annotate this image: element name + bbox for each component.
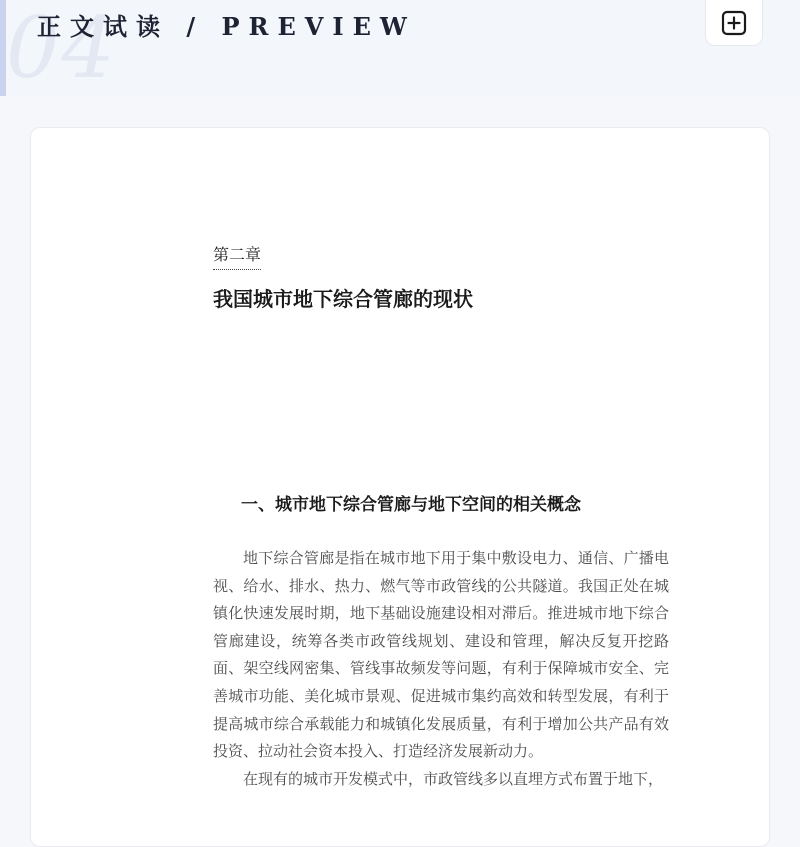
add-button[interactable] [705,0,763,46]
section-heading: 一、城市地下综合管廊与地下空间的相关概念 [241,495,581,515]
chapter-title: 我国城市地下综合管廊的现状 [213,287,473,311]
chapter-label: 第二章 [213,243,261,270]
plus-square-icon [721,10,747,36]
section-title: 正文试读 / PREVIEW [37,12,416,41]
paragraph: 在现有的城市开发模式中，市政管线多以直埋方式布置于地下， [243,769,664,788]
preview-page-card [30,127,770,847]
body-text [213,545,669,793]
paragraph: 地下综合管廊是指在城市地下用于集中敷设电力、通信、广播电视、给水、排水、热力、燃气等市政管线的公共隧道。我国正处在城镇化快速发展时期，地下基础设施建设相对滞后。推进城市地下综合管廊建设，统筹各类市政管线规划、建设和管理，解决反复开挖路面、架空线网密集、管线事故频发等问题，有利于保障城市安全、完善城市功能、美化城市景观、促进城市集约高效和转型发展，有利于提高城市综合承载能力和城镇化发展质量，有利于增加公共产品有效投资、拉动社会资本投入、打造经济发展新动力。 [213,549,669,761]
preview-header [0,0,800,97]
section-number: 04 [6,0,117,97]
